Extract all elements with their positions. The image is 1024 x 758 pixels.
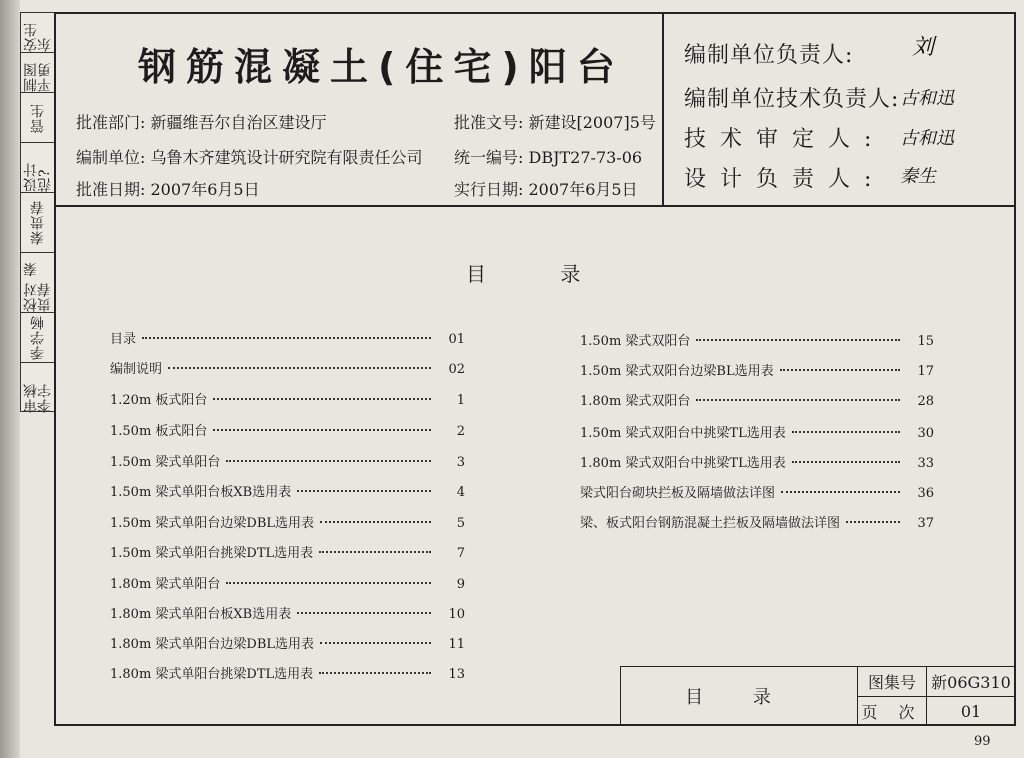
toc-entry[interactable]: 1.80m 梁式双阳台中挑梁TL选用表 33 — [580, 456, 934, 471]
signoff-cell: 校对 秦贵春 — [21, 253, 55, 313]
toc-heading: 目 录 — [466, 262, 615, 286]
responsible-role: 设计负责人: — [684, 167, 886, 192]
toc-entry[interactable]: 1.50m 梁式双阳台 15 — [580, 334, 934, 349]
titleblock-name: 目 录 — [620, 666, 858, 726]
toc-entry[interactable]: 1.50m 梁式单阳台 3 — [110, 455, 465, 470]
toc-entry[interactable]: 梁、板式阳台钢筋混凝土拦板及隔墙做法详图 37 — [580, 516, 934, 531]
page-edge-shadow — [0, 0, 20, 758]
page-title: 钢筋混凝土(住宅)阳台 — [138, 45, 625, 89]
atlas-label: 图集号 — [857, 666, 927, 697]
toc-entry[interactable]: 梁式阳台砌块拦板及隔墙做法详图 36 — [580, 486, 934, 501]
toc-entry[interactable]: 1.80m 梁式单阳台挑梁DTL选用表 13 — [110, 667, 465, 682]
header-vertical-divider — [662, 12, 664, 207]
unified-number: 统一编号: DBJT27-73-06 — [454, 148, 643, 167]
signoff-cell: 季学畅 — [21, 313, 55, 363]
signoff-cell: 制图 平勇 — [21, 53, 55, 93]
signature: 古和迅 — [900, 88, 954, 109]
toc-entry[interactable]: 1.50m 梁式双阳台边梁BL选用表 17 — [580, 364, 934, 379]
responsible-role: 编制单位技术负责人: — [684, 87, 900, 112]
toc-entry[interactable]: 1.80m 梁式单阳台 9 — [110, 577, 465, 592]
toc-entry[interactable]: 1.50m 梁式单阳台边梁DBL选用表 5 — [110, 516, 465, 531]
signoff-cell: 安生东 — [21, 13, 55, 53]
toc-entry[interactable]: 1.80m 梁式单阳台板XB选用表 10 — [110, 607, 465, 622]
responsible-role: 技术审定人: — [684, 127, 886, 152]
toc-entry[interactable]: 1.50m 梁式单阳台挑梁DTL选用表 7 — [110, 546, 465, 561]
toc-entry[interactable]: 编制说明 02 — [110, 362, 465, 377]
toc-entry[interactable]: 1.50m 板式阳台 2 — [110, 424, 465, 439]
effective-date: 实行日期: 2007年6月5日 — [454, 180, 638, 199]
signoff-cell: 设计 范? — [21, 143, 55, 193]
toc-entry[interactable]: 1.50m 梁式双阳台中挑梁TL选用表 30 — [580, 426, 934, 441]
responsible-role: 编制单位负责人: — [684, 43, 854, 68]
page-value: 01 — [926, 696, 1016, 726]
signature: 秦生 — [900, 166, 936, 187]
header-divider — [54, 205, 1016, 207]
signature: 刘 — [912, 35, 935, 60]
atlas-value: 新06G310 — [926, 666, 1016, 697]
signature: 古和迅 — [900, 128, 954, 149]
compiler: 编制单位: 乌鲁木齐建筑设计研究院有限责任公司 — [76, 148, 423, 167]
toc-entry[interactable]: 1.80m 梁式单阳台边梁DBL选用表 11 — [110, 637, 465, 652]
toc-entry[interactable]: 1.20m 板式阳台 1 — [110, 393, 465, 408]
approval-date: 批准日期: 2007年6月5日 — [76, 180, 260, 199]
page-label: 页 次 — [857, 696, 927, 726]
signoff-cell: 秦贵春 — [21, 193, 55, 253]
toc-entry[interactable]: 1.50m 梁式单阳台板XB选用表 4 — [110, 485, 465, 500]
book-page-number: 99 — [974, 734, 991, 749]
signoff-cell: 审核 李宇 — [23, 383, 53, 413]
signoff-strip — [20, 12, 56, 412]
approval-doc: 批准文号: 新建设[2007]5号 — [454, 113, 656, 132]
approval-dept: 批准部门: 新疆维吾尔自治区建设厅 — [76, 113, 327, 132]
signoff-cell: 管生 — [21, 93, 55, 143]
toc-entry[interactable]: 1.80m 梁式双阳台 28 — [580, 394, 934, 409]
toc-entry[interactable]: 目录 01 — [110, 332, 465, 347]
